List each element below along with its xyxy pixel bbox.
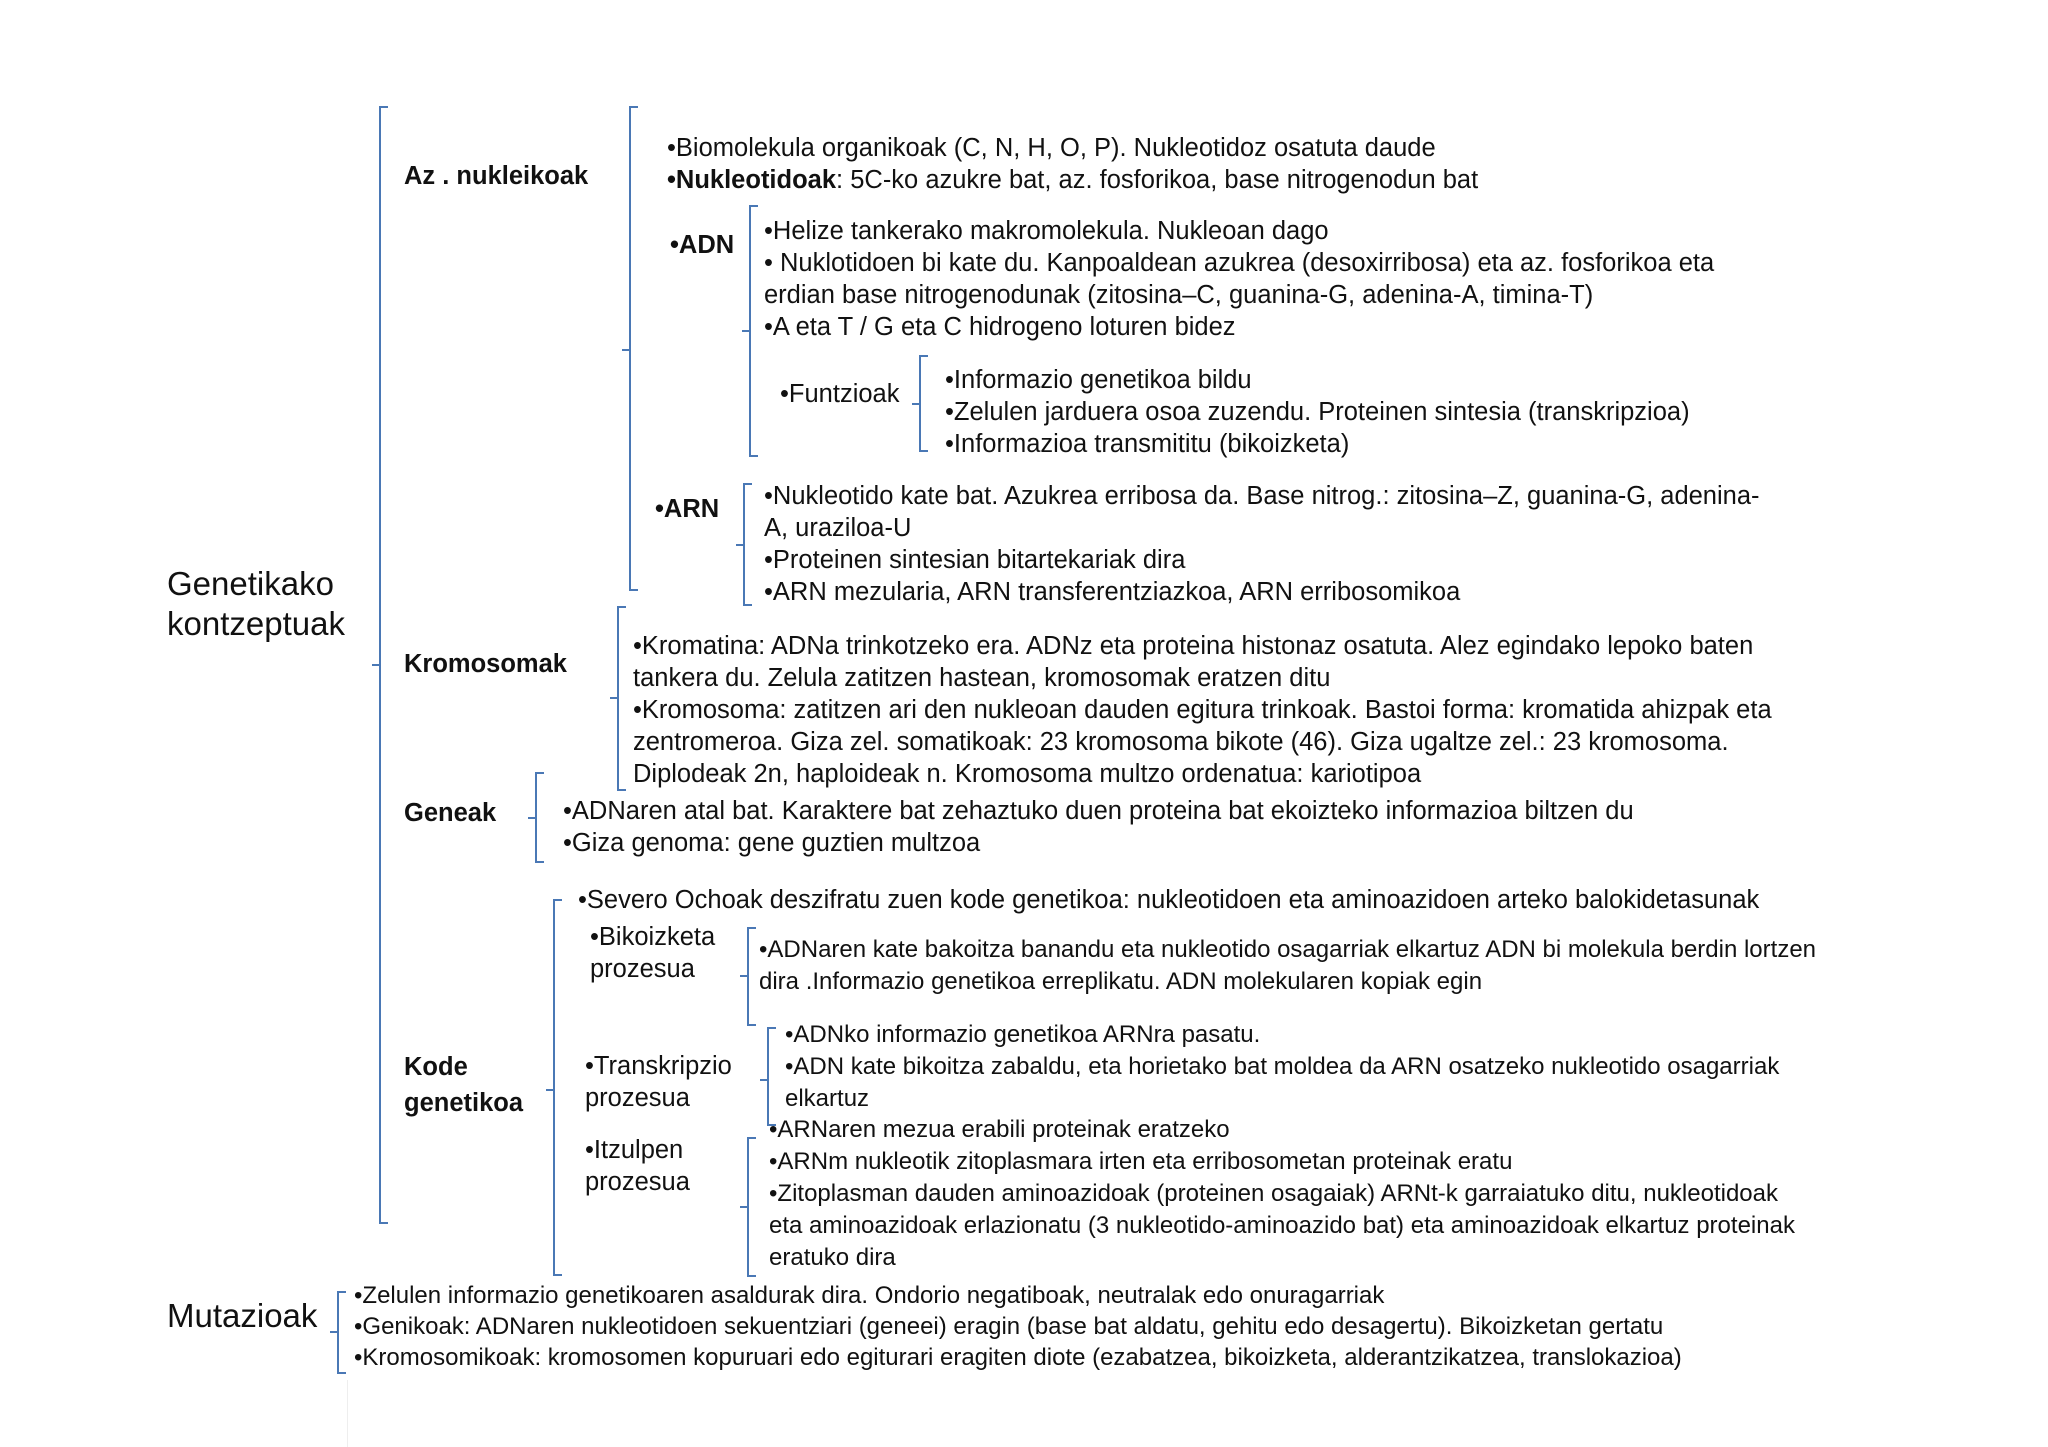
- adn-label: •ADN: [670, 231, 735, 259]
- root-title-line2: kontzeptuak: [167, 605, 345, 642]
- root-title-line1: Genetikako: [167, 565, 334, 602]
- geneak-line2: •Giza genoma: gene guztien multzoa: [563, 829, 981, 857]
- transkripzio-line1: •ADNko informazio genetikoa ARNra pasatu.: [785, 1021, 1261, 1048]
- arn-label: •ARN: [655, 495, 720, 523]
- kode-intro: •Severo Ochoak deszifratu zuen kode genetikoa: nukleotidoen eta aminoazidoen arteko balokidetasunak: [578, 886, 1760, 914]
- adn-line2: • Nuklotidoen bi kate du. Kanpoaldean azukrea (desoxirribosa) eta az. fosforikoa eta: [764, 249, 1715, 277]
- geneak-line1: •ADNaren atal bat. Karaktere bat zehaztuko duen proteina bat ekoizteko informazioa biltzen du: [563, 797, 1634, 825]
- arn-line4: •ARN mezularia, ARN transferentziazkoa, ARN erribosomikoa: [764, 578, 1461, 606]
- itzulpen-line3: •Zitoplasman dauden aminoazidoak (proteinen osagaiak) ARNt-k garraiatuko ditu, nukleotidoak: [769, 1180, 1778, 1207]
- itzulpen-label-line1: •Itzulpen: [585, 1136, 684, 1164]
- bikoizketa-line2: dira .Informazio genetikoa erreplikatu. ADN molekularen kopiak egin: [759, 968, 1483, 995]
- itzulpen-line4: eta aminoazidoak erlazionatu (3 nukleotido-aminoazido bat) eta aminoazidoak elkartuz proteinak: [769, 1212, 1795, 1239]
- transkripzio-brace: [760, 1028, 776, 1125]
- funtzioak-line3: •Informazioa transmititu (bikoizketa): [945, 430, 1350, 458]
- geneak-label: Geneak: [404, 799, 497, 827]
- aznukleikoak-intro1: •Biomolekula organikoak (C, N, H, O, P). Nukleotidoz osatuta daude: [667, 134, 1436, 162]
- adn-line1: •Helize tankerako makromolekula. Nukleoan dago: [764, 217, 1329, 245]
- itzulpen-line1: •ARNaren mezua erabili proteinak eratzeko: [769, 1116, 1230, 1143]
- funtzioak-label: •Funtzioak: [780, 380, 900, 408]
- adn-line4: •A eta T / G eta C hidrogeno loturen bidez: [764, 313, 1236, 341]
- itzulpen-line2: •ARNm nukleotik zitoplasmara irten eta erribosometan proteinak eratu: [769, 1148, 1513, 1175]
- transkripzio-label-line2: prozesua: [585, 1084, 690, 1112]
- kromosomak-line3: •Kromosoma: zatitzen ari den nukleoan dauden egitura trinkoak. Bastoi forma: kromatida ahizpak eta: [633, 696, 1772, 724]
- bikoizketa-brace: [740, 928, 756, 1025]
- adn-brace: [742, 206, 758, 456]
- arn-line2: A, uraziloa-U: [764, 514, 912, 542]
- faint-divider: [347, 1380, 348, 1447]
- kromosomak-line4: zentromeroa. Giza zel. somatikoak: 23 kromosoma bikote (46). Giza ugaltze zel.: 23 kromosoma.: [633, 728, 1729, 756]
- aznukleikoak-intro2: [667, 164, 1478, 196]
- funtzioak-line1: •Informazio genetikoa bildu: [945, 366, 1252, 394]
- bikoizketa-label-line2: prozesua: [590, 955, 695, 983]
- geneak-brace: [528, 773, 544, 862]
- arn-brace: [736, 484, 752, 605]
- mutazioak-label: Mutazioak: [167, 1297, 318, 1334]
- bikoizketa-label-line1: •Bikoizketa: [590, 923, 716, 951]
- funtzioak-brace: [912, 356, 928, 451]
- kromosomak-line1: •Kromatina: ADNa trinkotzeko era. ADNz eta proteina histonaz osatuta. Alez egindako lepoko baten: [633, 632, 1754, 660]
- kromosomak-line2: tankera du. Zelula zatitzen hastean, kromosomak eratzen ditu: [633, 664, 1331, 692]
- kromosomak-brace: [610, 607, 626, 790]
- transkripzio-label-line1: •Transkripzio: [585, 1052, 732, 1080]
- adn-line3: erdian base nitrogenodunak (zitosina–C, guanina-G, adenina-A, timina-T): [764, 281, 1594, 309]
- aznukleikoak-brace: [622, 107, 638, 590]
- itzulpen-line5: eratuko dira: [769, 1244, 896, 1271]
- aznukleikoak-label: Az . nukleikoak: [404, 162, 589, 190]
- itzulpen-label-line2: prozesua: [585, 1168, 690, 1196]
- transkripzio-line3: elkartuz: [785, 1085, 870, 1112]
- kromosomak-line5: Diplodeak 2n, haploideak n. Kromosoma multzo ordenatua: kariotipoa: [633, 760, 1422, 788]
- nukleotidoak-definition: : 5C-ko azukre bat, az. fosforikoa, base nitrogenodun bat: [836, 166, 1479, 194]
- nukleotidoak-term: •Nukleotidoak: [667, 166, 837, 194]
- itzulpen-brace: [740, 1138, 756, 1276]
- arn-line1: •Nukleotido kate bat. Azukrea erribosa da. Base nitrog.: zitosina–Z, guanina-G, adenina-: [764, 482, 1760, 510]
- arn-line3: •Proteinen sintesian bitartekariak dira: [764, 546, 1186, 574]
- mutazioak-line1: •Zelulen informazio genetikoaren asaldurak dira. Ondorio negatiboak, neutralak edo onuragarriak: [354, 1282, 1385, 1309]
- mutazioak-line2: •Genikoak: ADNaren nukleotidoen sekuentziari (geneei) eragin (base bat aldatu, gehitu edo desagertu). Bikoizketan gertatu: [354, 1313, 1664, 1340]
- transkripzio-line2: •ADN kate bikoitza zabaldu, eta horietako bat moldea da ARN osatzeko nukleotido osagarriak: [785, 1053, 1780, 1080]
- bikoizketa-line1: •ADNaren kate bakoitza banandu eta nukleotido osagarriak elkartuz ADN bi molekula berdin lortzen: [759, 936, 1817, 963]
- kromosomak-label: Kromosomak: [404, 650, 567, 678]
- funtzioak-line2: •Zelulen jarduera osoa zuzendu. Proteinen sintesia (transkripzioa): [945, 398, 1690, 426]
- kode-label-line1: Kode: [404, 1053, 468, 1081]
- kode-label-line2: genetikoa: [404, 1089, 524, 1117]
- kode-brace: [546, 900, 562, 1275]
- main-brace: [372, 107, 388, 1223]
- mutazioak-brace: [330, 1292, 346, 1373]
- mutazioak-line3: •Kromosomikoak: kromosomen kopuruari edo egiturari eragiten diote (ezabatzea, bikoizketa, alderantzikatzea, translokazioa): [354, 1344, 1682, 1371]
